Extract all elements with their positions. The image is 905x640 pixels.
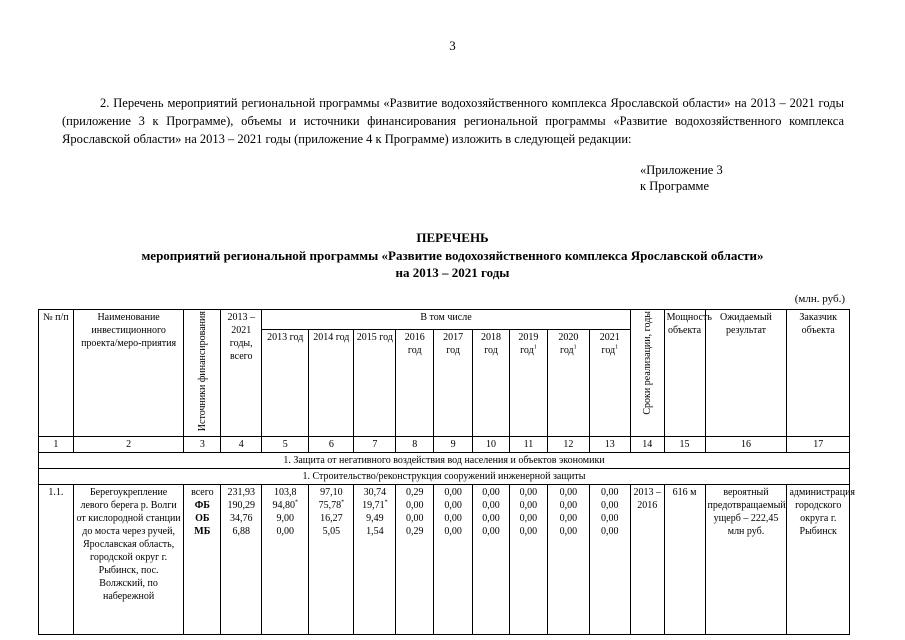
column-number: 7 [354,437,396,453]
value-cell: 0,00 [444,500,462,512]
intro-paragraph: 2. Перечень мероприятий региональной программы «Развитие водохозяйственного комплекса Ярославской области» на 2013 – 2021 годы (приложение 3 к Программе), объемы и источники финансирования региональной программы «Развитие водохозяйственного комплекса Ярославской области» на 2013 – 2021 годы (приложение 4 к Программе) изложить в следующей редакции: [62,96,844,146]
column-number: 14 [630,437,664,453]
header-total: 2013 – 2021 годы, всего [221,310,262,437]
value-cell: 0,00 [482,487,500,499]
header-year-2014: 2014 год [309,329,354,436]
header-result: Ожидаемый результат [705,310,787,437]
source-total: всего [191,487,214,499]
section-heading: 1. Защита от негативного воздействия вод населения и объектов экономики [39,453,850,469]
object-customer: администрация городского округа г. Рыбинск [787,485,850,635]
value-cell: 0,00 [276,526,294,538]
value-cell: 34,76 [229,513,253,525]
value-cell: 97,10 [320,487,343,499]
header-year-2020: 2020 год$^1$ [547,329,589,436]
value-cell: 5,05 [322,526,341,538]
project-name: Берегоукрепление левого берега р. Волги от кислородной станции до моста через ручей, Ярославская область, городской округ г. Рыбинск, пос. Волжский, по набережной [73,485,184,635]
column-number: 5 [262,437,309,453]
values-2020 [547,485,589,635]
header-num: № п/п [39,310,74,437]
value-cell: 94,80* [272,499,298,512]
column-number: 4 [221,437,262,453]
value-cell: 0,00 [559,500,578,512]
source-mb: МБ [194,526,211,538]
values-2018 [473,485,510,635]
value-cell: 0,00 [601,526,619,538]
column-number: 9 [434,437,473,453]
header-terms: Сроки реализации, годы [630,310,664,437]
column-number-row [39,437,850,453]
value-cell: 0,00 [482,513,500,525]
value-cell: 30,74 [363,487,387,499]
value-cell: 0,00 [559,513,578,525]
object-capacity: 616 м [664,485,705,635]
total-values [221,485,262,635]
column-number: 16 [705,437,787,453]
value-cell: 0,00 [406,513,424,525]
value-cell: 0,00 [519,500,538,512]
values-2021 [589,485,630,635]
header-year-2015: 2015 год [354,329,396,436]
value-cell: 231,93 [227,487,255,499]
header-year-2018: 2018 год [473,329,510,436]
document-period: на 2013 – 2021 годы [395,265,510,280]
value-cell: 0,29 [406,487,424,499]
column-number: 11 [509,437,547,453]
column-number: 13 [589,437,630,453]
subsection-heading: 1. Строительство/реконструкция сооружений инженерной защиты [39,469,850,485]
value-cell: 0,00 [519,487,538,499]
value-cell: 103,8 [274,487,297,499]
value-cell: 6,88 [232,526,250,538]
document-title: ПЕРЕЧЕНЬ [416,230,489,245]
header-including: В том числе [262,310,631,330]
value-cell: 0,00 [601,500,619,512]
header-name: Наименование инвестиционного проекта/меро-приятия [73,310,184,437]
header-year-2021: 2021 год$^1$ [589,329,630,436]
value-cell: 0,00 [601,513,619,525]
header-capacity: Мощность объекта [664,310,705,437]
value-cell: 0,00 [482,526,500,538]
header-year-2013: 2013 год [262,329,309,436]
column-number: 1 [39,437,74,453]
header-year-2019: 2019 год$^1$ [509,329,547,436]
document-subtitle: мероприятий региональной программы «Развитие водохозяйственного комплекса Ярославской области» [141,248,764,263]
value-cell: 75,78* [318,499,345,512]
value-cell: 0,00 [406,500,424,512]
unit-label: (млн. руб.) [794,293,845,305]
column-number: 6 [309,437,354,453]
values-2017 [434,485,473,635]
column-number: 10 [473,437,510,453]
source-fb: ФБ [194,500,210,512]
expected-result: вероятный предотвращаемый ущерб – 222,45 млн руб. [705,485,787,635]
value-cell: 0,00 [559,487,578,499]
value-cell: 0,29 [406,526,424,538]
values-2016 [396,485,434,635]
values-2015 [354,485,396,635]
column-number: 12 [547,437,589,453]
value-cell: 0,00 [519,513,538,525]
source-ob: ОБ [195,513,210,525]
funding-sources [184,485,221,635]
value-cell: 0,00 [601,487,619,499]
values-2014 [309,485,354,635]
value-cell: 0,00 [444,487,462,499]
column-number: 8 [396,437,434,453]
header-year-2017: 2017 год [434,329,473,436]
column-number: 17 [787,437,850,453]
row-number: 1.1. [39,485,74,635]
column-number: 2 [73,437,184,453]
column-number: 3 [184,437,221,453]
value-cell: 9,49 [366,513,384,525]
value-cell: 16,27 [320,513,343,525]
value-cell: 190,29 [227,500,255,512]
value-cell: 0,00 [559,526,578,538]
values-2019 [509,485,547,635]
value-cell: 0,00 [444,526,462,538]
value-cell: 0,00 [519,526,538,538]
measures-table [38,309,856,635]
page-number: 3 [449,38,456,53]
value-cell: 19,71* [362,499,388,512]
header-customer: Заказчик объекта [787,310,850,437]
appendix-note [640,162,723,194]
implementation-terms: 2013 – 2016 [630,485,664,635]
value-cell: 9,00 [276,513,294,525]
values-2013 [262,485,309,635]
value-cell: 1,54 [366,526,384,538]
appendix-line-1: «Приложение 3 [640,163,723,177]
appendix-line-2: к Программе [640,179,710,193]
table-row [39,485,850,635]
header-sources: Источники финансирования [184,310,221,437]
column-number: 15 [664,437,705,453]
value-cell: 0,00 [444,513,462,525]
header-year-2016: 2016 год [396,329,434,436]
value-cell: 0,00 [482,500,500,512]
